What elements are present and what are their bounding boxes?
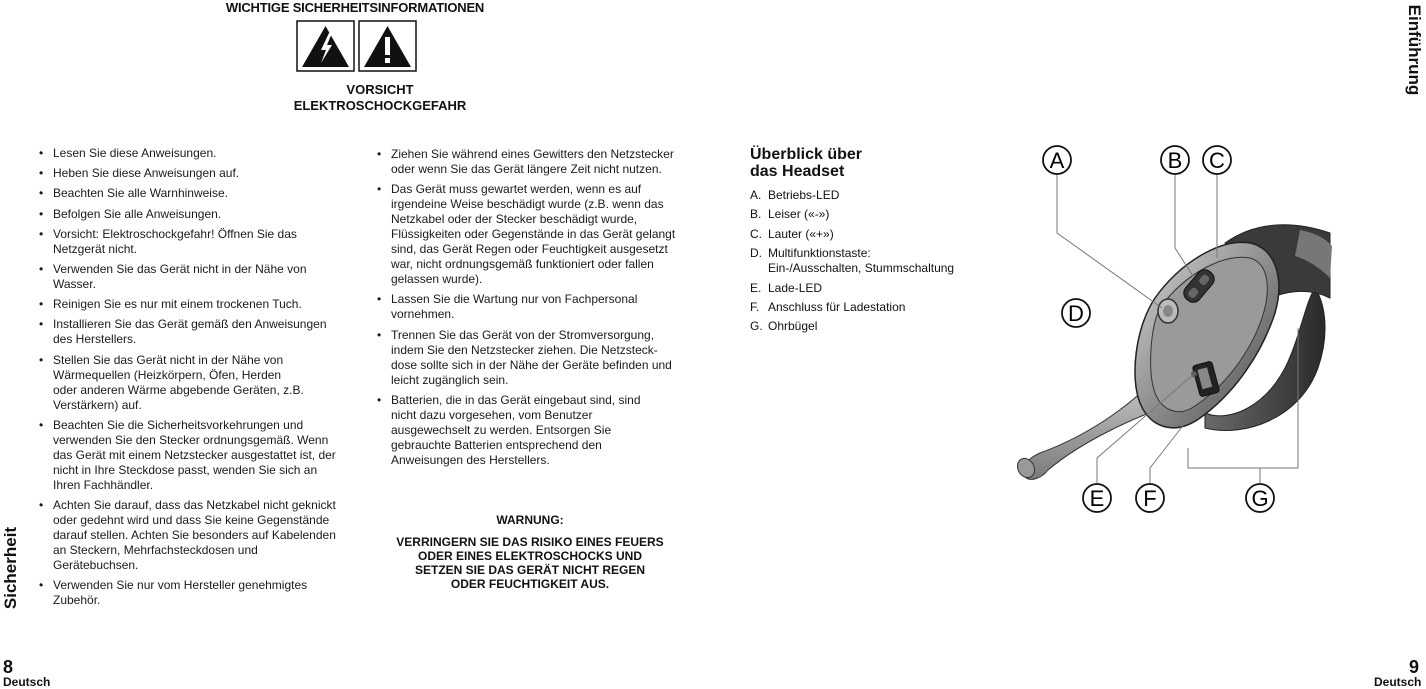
svg-text:D: D (1068, 301, 1084, 326)
side-tab-safety (0, 500, 22, 635)
list-item: F. Anschluss für Ladestation (750, 299, 906, 314)
list-item: A. Betriebs-LED (750, 188, 840, 202)
page-number-right: 9 (1409, 657, 1420, 677)
headset-illustration (1000, 138, 1360, 528)
callout-b (1161, 146, 1189, 174)
list-item: • Vorsicht: Elektroschockgefahr! Öffnen Sie das Netzgerät nicht. (39, 227, 298, 257)
warning-line: VERRINGERN SIE DAS RISIKO EINES FEUERS (396, 535, 664, 549)
callout-f (1136, 484, 1164, 512)
list-item: • Beachten Sie alle Warnhinweise. (39, 186, 343, 201)
callout-g (1246, 484, 1274, 512)
language-label-right: Deutsch (1374, 675, 1422, 689)
list-item: B. Leiser («-») (750, 207, 830, 222)
list-item: C. Lauter («+») (750, 226, 834, 241)
svg-text:A: A (1049, 148, 1065, 173)
overview-title-line-1: Überblick über (750, 146, 863, 163)
svg-text:E: E (1089, 486, 1105, 511)
language-label-left: Deutsch (3, 675, 51, 689)
list-item: • Batterien, die in das Gerät eingebaut sind, sind nicht dazu vorgesehen, vom Benutzer ausgewechselt zu werden. Entsorgen Sie gebrauchte Batterien entsprechend den Anweisungen des Herstellers. (377, 393, 656, 468)
list-item: • Lassen Sie die Wartung nur von Fachpersonal vornehmen. (377, 292, 661, 322)
svg-text:C: C (1209, 148, 1225, 173)
list-item: • Installieren Sie das Gerät gemäß den Anweisungen des Herstellers. (39, 317, 343, 347)
list-item: • Trennen Sie das Gerät von der Stromversorgung, indem Sie den Netzstecker ziehen. Die Netzsteck-dose sollte sich in der Nähe der Geräte befinden und leicht zugänglich sein. (377, 328, 677, 388)
callout-a (1043, 146, 1071, 174)
list-item: • Lesen Sie diese Anweisungen. (39, 146, 343, 161)
side-tab-introduction-label: Einführung (1405, 4, 1424, 96)
caution-line-1: VORSICHT (346, 82, 414, 97)
headset-parts-list (750, 188, 980, 339)
list-item: • Reinigen Sie es nur mit einem trockenen Tuch. (39, 297, 343, 312)
page-number-left: 8 (3, 657, 14, 677)
callout-e (1083, 484, 1111, 512)
callout-d (1062, 299, 1090, 327)
side-tab-introduction (1403, 0, 1425, 100)
caution-exclamation-icon (359, 21, 416, 71)
caution-label (230, 82, 530, 114)
svg-text:F: F (1143, 486, 1157, 511)
svg-text:B: B (1167, 148, 1183, 173)
callout-c (1203, 146, 1231, 174)
list-item: • Verwenden Sie das Gerät nicht in der Nähe von Wasser. (39, 262, 318, 292)
list-item: G. Ohrbügel (750, 319, 818, 334)
list-item: E. Lade-LED (750, 280, 823, 295)
overview-title (750, 146, 950, 180)
warning-line: ODER EINES ELEKTROSCHOCKS UND (417, 549, 643, 563)
warning-heading: WARNUNG: (496, 513, 564, 527)
warning-text (380, 535, 680, 591)
safety-list-column-2 (377, 147, 677, 473)
list-item: • Heben Sie diese Anweisungen auf. (39, 166, 343, 181)
list-item: • Achten Sie darauf, dass das Netzkabel nicht geknickt oder gedehnt wird und dass Sie keine Gegenstände darauf stellen. Achten Sie besonders auf Kabelenden an Steckern, Mehrfachsteckdosen und Gerätebuchsen. (39, 498, 343, 573)
overview-title-line-2: das Headset (750, 163, 845, 180)
list-item: D. Multifunktionstaste: (750, 246, 871, 261)
list-item: • Verwenden Sie nur vom Hersteller genehmigtes Zubehör. (39, 578, 333, 608)
list-item: • Das Gerät muss gewartet werden, wenn es auf irgendeine Weise beschädigt wurde (z.B. wenn das Netzkabel oder der Stecker beschädigt wurde, Flüssigkeiten oder Gegenstände in das Gerät gelangt sind, das Gerät Regen oder Feuchtigkeit ausgesetzt war, nicht ordnungsgemäß funktioniert oder fallen gelassen wurde). (377, 182, 677, 287)
safety-list-column-1 (39, 146, 343, 613)
list-item: Ein-/Ausschalten, Stummschaltung (768, 261, 955, 276)
side-tab-safety-label: Sicherheit (1, 526, 20, 609)
safety-header-title: WICHTIGE SICHERHEITSINFORMATIONEN (225, 0, 485, 15)
warning-icons (296, 20, 420, 72)
caution-line-2: ELEKTROSCHOCKGEFAHR (293, 98, 467, 113)
list-item: • Befolgen Sie alle Anweisungen. (39, 207, 343, 222)
electric-shock-warning-icon (297, 21, 354, 71)
warning-line: ODER FEUCHTIGKEIT AUS. (450, 577, 610, 591)
svg-text:G: G (1251, 486, 1269, 511)
list-item: • Stellen Sie das Gerät nicht in der Nähe von Wärmequellen (Heizkörpern, Öfen, Herden oder anderen Wärme abgebende Geräten, z.B. Verstärkern) auf. (39, 353, 308, 413)
list-item: • Ziehen Sie während eines Gewitters den Netzstecker oder wenn Sie das Gerät längere Zeit nicht nutzen. (377, 147, 677, 177)
warning-line: SETZEN SIE DAS GERÄT NICHT REGEN (414, 563, 646, 577)
list-item: • Beachten Sie die Sicherheitsvorkehrungen und verwenden Sie den Stecker ordnungsgemäß. Wenn das Gerät mit einem Netzstecker ausgestattet ist, der nicht in Ihre Steckdose passt, wenden Sie sich an Ihren Fachhändler. (39, 418, 343, 493)
